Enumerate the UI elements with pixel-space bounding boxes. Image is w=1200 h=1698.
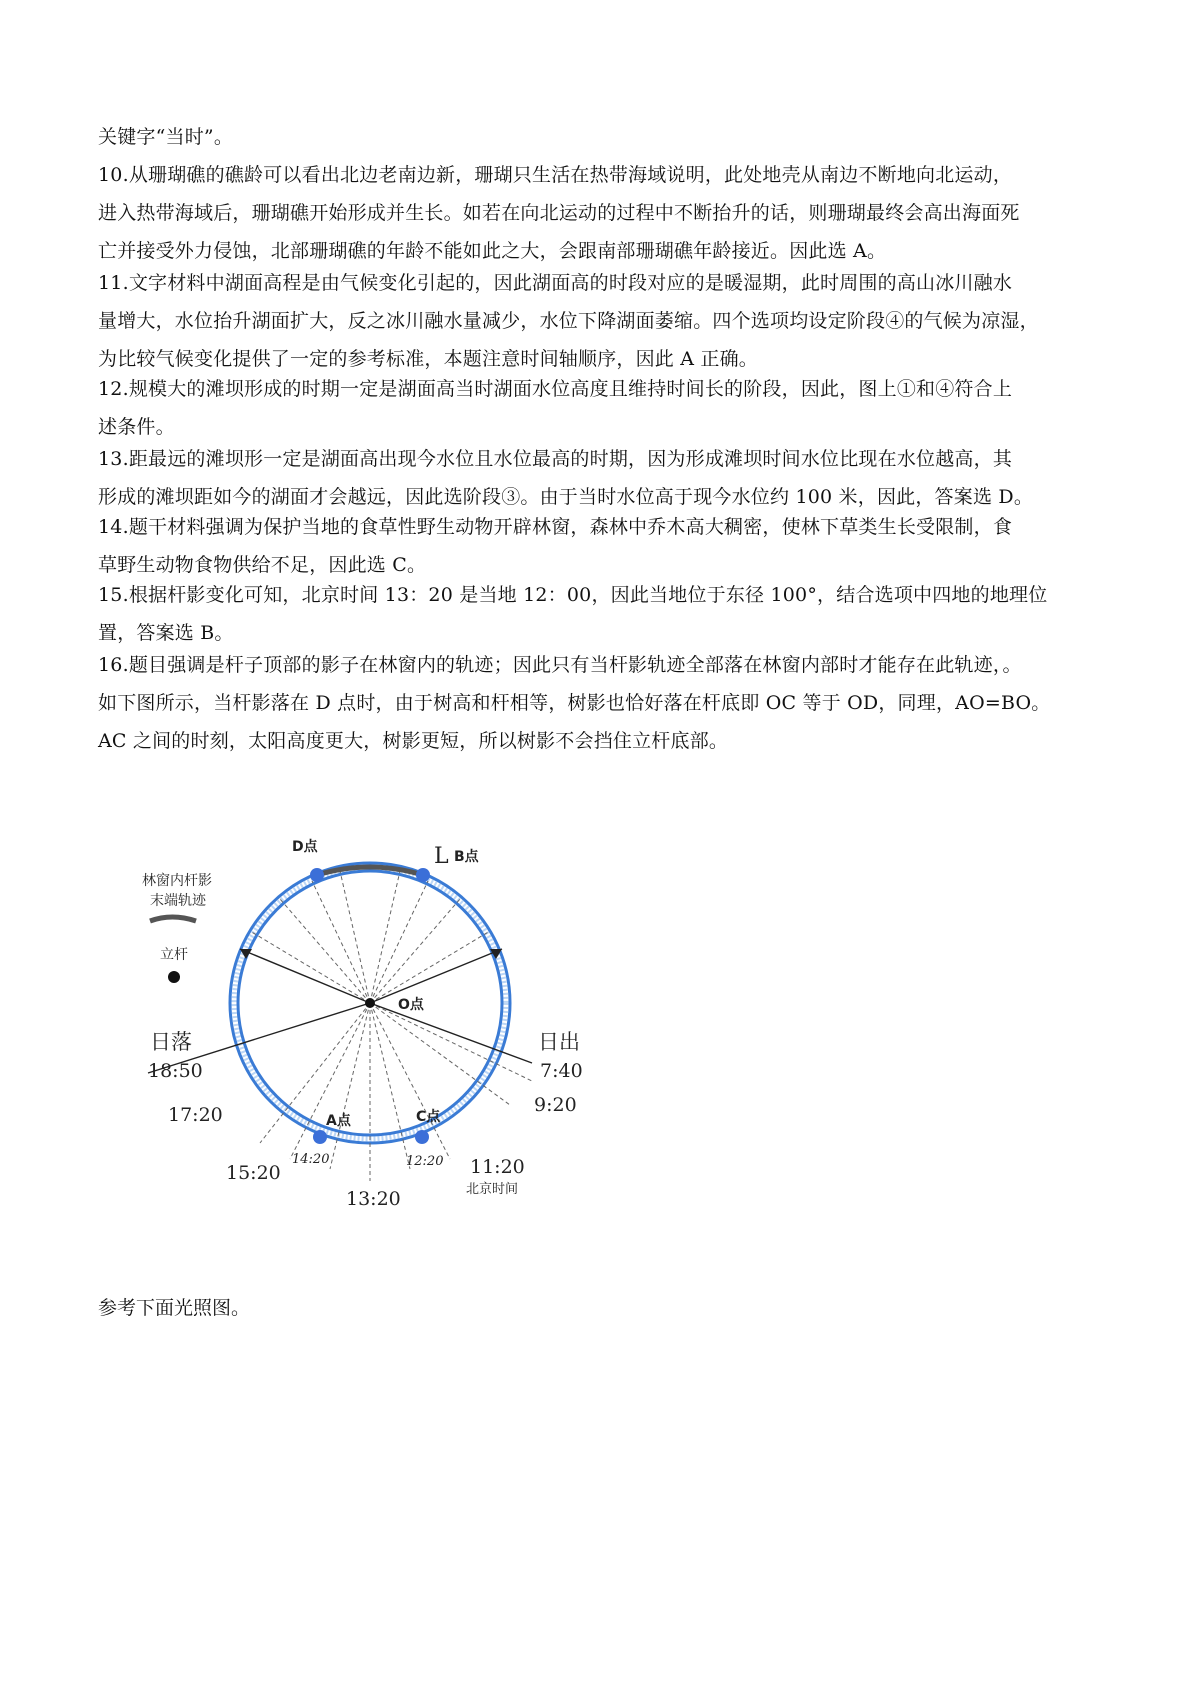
pole-shadow-diagram xyxy=(140,835,660,1255)
label-sunrise-time: 7:40 xyxy=(540,1060,583,1082)
diagram-svg xyxy=(140,835,660,1255)
label-time-1220: 12:20 xyxy=(406,1154,444,1169)
text-line: 亡并接受外力侵蚀，北部珊瑚礁的年龄不能如此之大，会跟南部珊瑚礁年龄接近。因此选 A。 xyxy=(98,240,887,263)
text-line: 形成的滩坝距如今的湖面才会越远，因此选阶段③。由于当时水位高于现今水位约 100 米，因此，答案选 D。 xyxy=(98,486,1034,509)
text-line: 11.文字材料中湖面高程是由气候变化引起的，因此湖面高的时段对应的是暖湿期，此时周围的高山冰川融水 xyxy=(98,272,1013,294)
point-b xyxy=(416,868,430,882)
label-sunset-time: 18:50 xyxy=(148,1060,203,1082)
text-line: 12.规模大的滩坝形成的时期一定是湖面高当时湖面水位高度且维持时间长的阶段，因此，图上①和④符合上 xyxy=(98,378,1013,400)
label-a-point: A点 xyxy=(326,1113,351,1129)
sun-lines xyxy=(148,949,532,1073)
label-time-1320: 13:20 xyxy=(346,1188,401,1210)
paragraph-15 xyxy=(98,576,1118,652)
legend-pole-label: 立杆 xyxy=(160,947,188,963)
text-line: 14.题干材料强调为保护当地的食草性野生动物开辟林窗，森林中乔木高大稠密，使林下草类生长受限制，食 xyxy=(98,516,1013,538)
paragraph-16 xyxy=(98,646,1118,761)
label-b-point: B点 xyxy=(454,849,479,865)
text-line: 量增大，水位抬升湖面扩大，反之冰川融水量减少，水位下降湖面萎缩。四个选项均设定阶段④的气候为凉湿， xyxy=(98,310,1039,333)
label-time-1720: 17:20 xyxy=(168,1104,223,1126)
legend-track-icon xyxy=(150,917,196,921)
text-line: 草野生动物食物供给不足，因此选 C。 xyxy=(98,554,427,577)
text-line: 16.题目强调是杆子顶部的影子在林窗内的轨迹；因此只有当杆影轨迹全部落在林窗内部时才能存在此轨迹，。 xyxy=(98,654,1022,676)
label-o-point: O点 xyxy=(398,997,424,1013)
text-line: 10.从珊瑚礁的礁龄可以看出北边老南边新，珊瑚只生活在热带海域说明，此处地壳从南边不断地向北运动， xyxy=(98,164,1013,186)
text-line: 置，答案选 B。 xyxy=(98,622,234,645)
paragraph-14 xyxy=(98,508,1118,584)
label-c-point: C点 xyxy=(416,1109,441,1125)
label-time-1120: 11:20 xyxy=(470,1156,525,1178)
label-time-920: 9:20 xyxy=(534,1094,577,1116)
text-line: 如下图所示，当杆影落在 D 点时，由于树高和杆相等，树影也恰好落在杆底即 OC 等于 OD，同理，AO=BO。 xyxy=(98,692,1051,715)
paragraph-13 xyxy=(98,440,1118,516)
pole-icon xyxy=(168,971,180,983)
text-line: AC 之间的时刻，太阳高度更大，树影更短，所以树影不会挡住立杆底部。 xyxy=(98,730,729,753)
text-line: 15.根据杆影变化可知，北京时间 13：20 是当地 12：00，因此当地位于东径 100°，结合选项中四地的地理位 xyxy=(98,584,1048,606)
label-time-1520: 15:20 xyxy=(226,1162,281,1184)
text-line: 为比较气候变化提供了一定的参考标准，本题注意时间轴顺序，因此 A 正确。 xyxy=(98,348,759,371)
text-line: 关键字“当时”。 xyxy=(98,126,234,148)
text-line: 13.距最远的滩坝形一定是湖面高出现今水位且水位最高的时期，因为形成滩坝时间水位比现在水位越高，其 xyxy=(98,448,1013,470)
point-d xyxy=(310,868,324,882)
label-l-mark: L xyxy=(434,844,449,869)
paragraph-keyword xyxy=(98,118,1118,156)
point-o xyxy=(365,998,375,1008)
paragraph-11 xyxy=(98,264,1118,379)
point-c xyxy=(415,1130,429,1144)
text-line: 述条件。 xyxy=(98,416,175,439)
label-sunrise: 日出 xyxy=(538,1030,580,1054)
text-line: 进入热带海域后，珊瑚礁开始形成并生长。如若在向北运动的过程中不断抬升的话，则珊瑚最终会高出海面死 xyxy=(98,202,1020,225)
legend-track-label-1: 林窗内杆影 xyxy=(142,873,212,889)
label-beijing-time: 北京时间 xyxy=(466,1182,519,1197)
legend-track-label-2: 末端轨迹 xyxy=(150,893,206,909)
caption-lighting-figure: 参考下面光照图。 xyxy=(98,1297,251,1319)
paragraph-12 xyxy=(98,370,1118,446)
label-d-point: D点 xyxy=(292,839,318,855)
point-a xyxy=(313,1130,327,1144)
paragraph-10 xyxy=(98,156,1118,271)
label-time-1420: 14:20 xyxy=(292,1152,330,1167)
label-sunset: 日落 xyxy=(150,1030,192,1054)
